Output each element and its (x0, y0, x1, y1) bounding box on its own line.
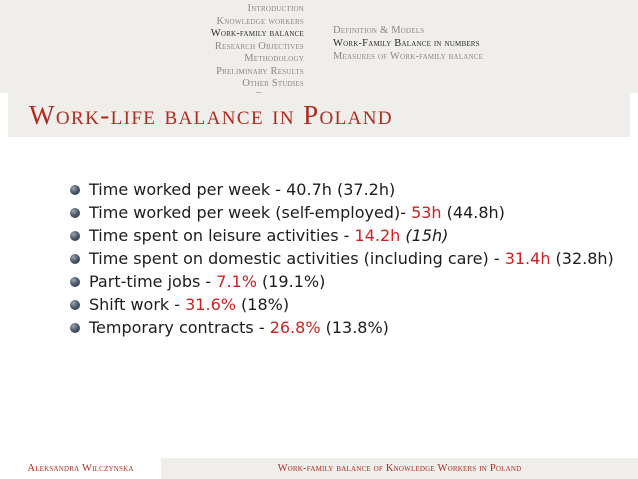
nav-section-introduction[interactable]: Introduction (247, 3, 304, 14)
beamer-header (0, 0, 638, 93)
section-navigation (0, 0, 306, 93)
item-text: Temporary contracts - (89, 318, 270, 337)
item-comparison-value: (13.8%) (320, 318, 389, 337)
item-comparison-value: (44.8h) (441, 203, 505, 222)
item-text: Part-time jobs - (89, 272, 217, 291)
bullet-icon (70, 323, 80, 333)
item-highlight-value: 26.8% (269, 318, 321, 337)
bullet-icon (70, 185, 80, 195)
item-text: Shift work - (89, 295, 186, 314)
bullet-icon (70, 208, 80, 218)
item-highlight-value: 7.1% (216, 272, 257, 291)
nav-subsection-measures[interactable]: Measures of Work-family balance (333, 50, 484, 62)
list-item (70, 270, 620, 293)
bullet-icon (70, 254, 80, 264)
beamer-footer (0, 458, 638, 479)
item-text: Time spent on domestic activities (including care) - (89, 249, 505, 268)
nav-subsection-balance-in-numbers[interactable]: Work-Family Balance in numbers (333, 37, 480, 49)
item-comparison-value: (19.1%) (256, 272, 326, 291)
list-item (70, 178, 620, 201)
list-item (70, 224, 620, 247)
item-highlight-value: 53h (411, 203, 442, 222)
item-comparison-value: (32.8h) (550, 249, 614, 268)
item-highlight-value: 31.4h (504, 249, 551, 268)
nav-section-preliminary-results[interactable]: Preliminary Results (216, 65, 304, 77)
item-comparison-value: (18%) (235, 295, 290, 314)
footer-author: Aleksandra Wilczynska (0, 458, 161, 479)
item-comparison-value: (15h) (400, 226, 449, 245)
nav-section-work-family-balance[interactable]: Work-family balance (210, 28, 304, 39)
footer-talk-title: Work-family balance of Knowledge Workers in Poland (161, 458, 638, 479)
nav-subsection-definition-models[interactable]: Definition & Models (333, 25, 425, 36)
item-text: Time spent on leisure activities - (89, 226, 355, 245)
item-highlight-value: 14.2h (354, 226, 401, 245)
item-text: Time worked per week - 40.7h (37.2h) (89, 180, 396, 199)
nav-section-knowledge-workers[interactable]: Knowledge workers (216, 15, 304, 27)
list-item (70, 316, 620, 339)
list-item (70, 247, 620, 270)
nav-section-other-studies[interactable]: Other Studies (242, 78, 304, 89)
nav-section-methodology[interactable]: Methodology (244, 53, 304, 64)
bullet-icon (70, 277, 80, 287)
list-item (70, 201, 620, 224)
subsection-navigation (306, 0, 638, 93)
slide-content (70, 178, 620, 339)
item-highlight-value: 31.6% (185, 295, 236, 314)
bullet-list (70, 178, 620, 339)
bullet-icon (70, 231, 80, 241)
frame-title-bar (8, 93, 630, 137)
nav-section-research-objectives[interactable]: Research Objectives (214, 40, 304, 52)
list-item (70, 293, 620, 316)
bullet-icon (70, 300, 80, 310)
item-text: Time worked per week (self-employed)- (89, 203, 412, 222)
slide-title: Work-life balance in Poland (29, 100, 394, 130)
